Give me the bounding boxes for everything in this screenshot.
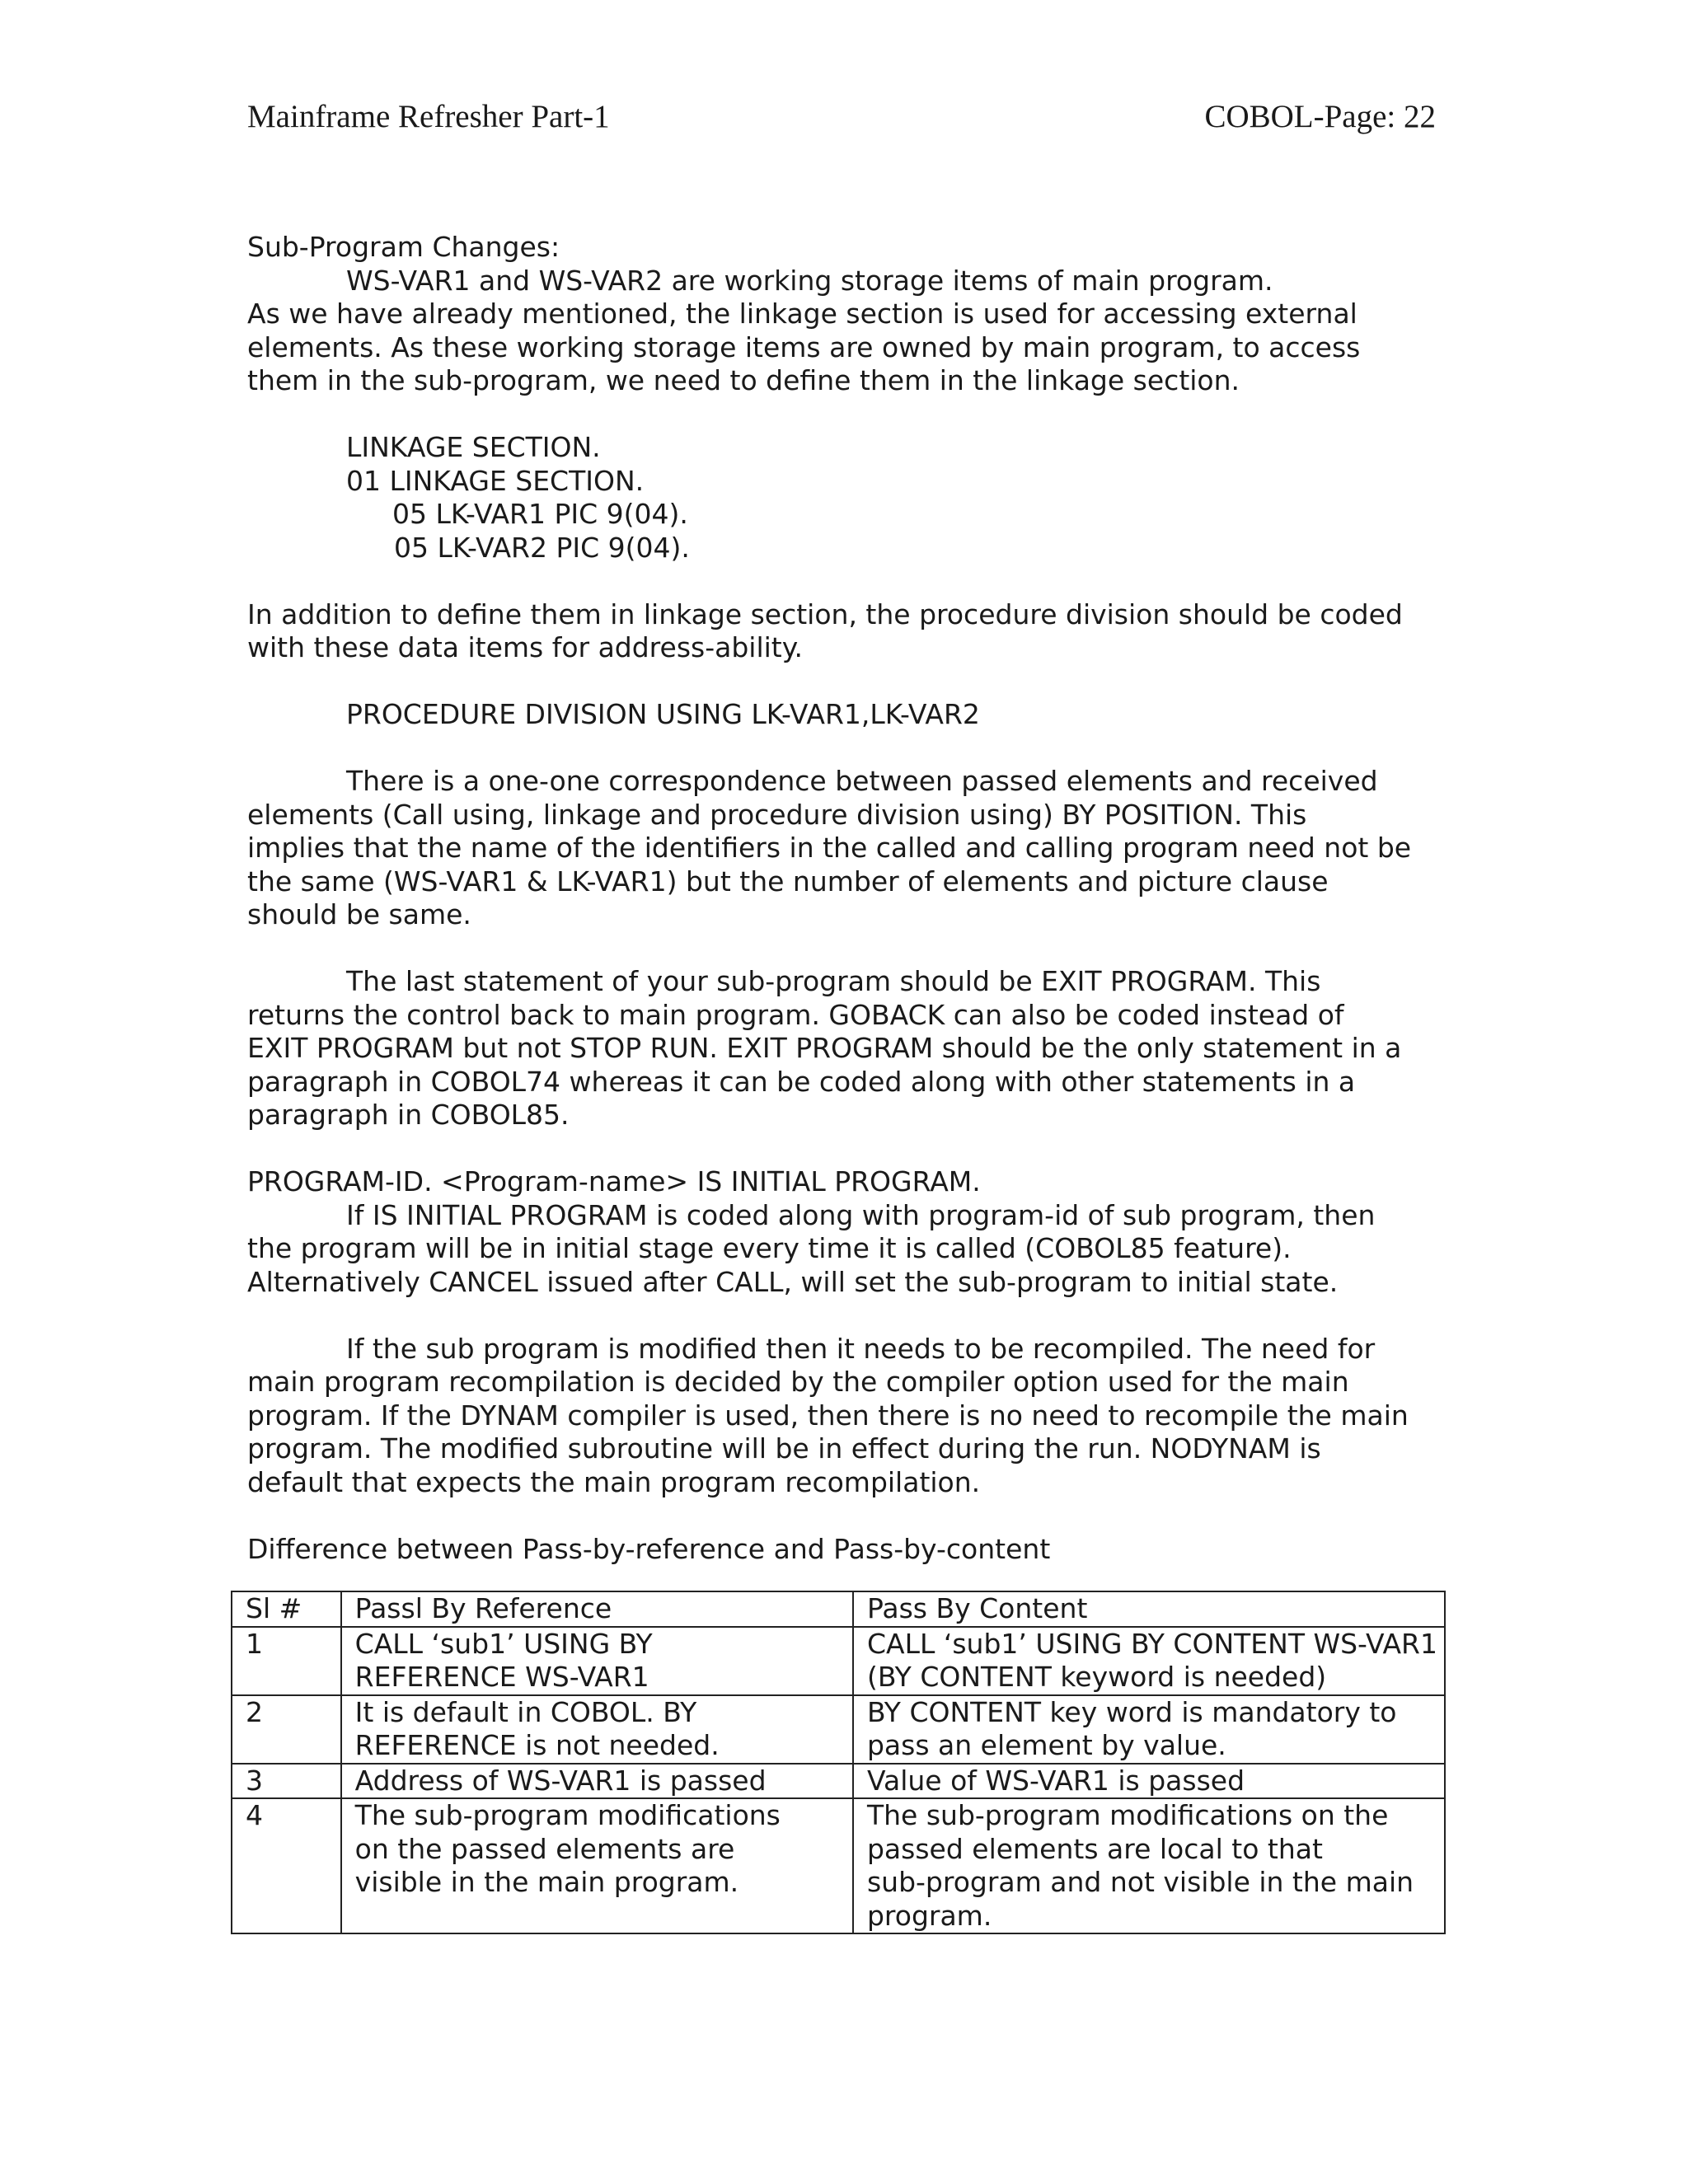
comparison-table [231, 1591, 1446, 1934]
paragraph-line: elements. As these working storage items are owned by main program, to access [247, 330, 1361, 363]
paragraph-line: returns the control back to main program. GOBACK can also be coded instead of [247, 998, 1344, 1031]
cell-line: CALL ‘sub1’ USING BY [354, 1627, 653, 1660]
paragraph-line: with these data items for address-ability. [247, 631, 804, 663]
reference-cell [341, 1627, 853, 1695]
code-line: LINKAGE SECTION. [346, 431, 601, 463]
cell-line: It is default in COBOL. BY [354, 1695, 697, 1728]
cell-line: Value of WS-VAR1 is passed [866, 1764, 1245, 1797]
document-body [247, 231, 1459, 1566]
cell-line: BY CONTENT key word is mandatory to [866, 1695, 1397, 1728]
table-row [232, 1798, 1445, 1933]
cell-line: The sub-program modifications on the [866, 1799, 1389, 1831]
cell-line: REFERENCE is not needed. [354, 1729, 720, 1761]
paragraph-line: default that expects the main program recompilation. [247, 1465, 981, 1498]
code-line: 05 LK-VAR2 PIC 9(04). [394, 531, 690, 564]
paragraph-line: should be same. [247, 898, 471, 930]
running-header-title: Mainframe Refresher Part-1 [247, 99, 610, 134]
paragraph-line: In addition to define them in linkage section, the procedure division should be coded [247, 598, 1403, 630]
content-cell [853, 1627, 1445, 1695]
table-title: Difference between Pass-by-reference and Pass-by-content [247, 1532, 1051, 1565]
paragraph-line: paragraph in COBOL85. [247, 1099, 570, 1131]
table-row [232, 1695, 1445, 1764]
section-heading: Sub-Program Changes: [247, 231, 560, 263]
paragraph-line: program. If the DYNAM compiler is used, then there is no need to recompile the main [247, 1399, 1409, 1432]
row-number-cell: 4 [232, 1798, 341, 1933]
paragraph-line: If the sub program is modified then it needs to be recompiled. The need for [346, 1332, 1376, 1365]
cell-line: on the passed elements are [354, 1832, 735, 1865]
paragraph-line: If IS INITIAL PROGRAM is coded along with program-id of sub program, then [346, 1198, 1376, 1231]
cell-line: passed elements are local to that [866, 1832, 1323, 1865]
paragraph-line: implies that the name of the identifiers in the called and calling program need not be [247, 832, 1412, 864]
running-header-page: COBOL-Page: 22 [1204, 99, 1436, 134]
table-row [232, 1627, 1445, 1695]
table-header-row [232, 1591, 1445, 1627]
row-number-cell: 3 [232, 1764, 341, 1799]
paragraph-line: paragraph in COBOL74 whereas it can be coded along with other statements in a [247, 1065, 1356, 1098]
paragraph-line: There is a one-one correspondence between passed elements and received [346, 765, 1378, 797]
cell-line: REFERENCE WS-VAR1 [354, 1661, 649, 1693]
reference-cell [341, 1695, 853, 1764]
reference-cell [341, 1764, 853, 1799]
cell-line: sub-program and not visible in the main [866, 1866, 1414, 1898]
paragraph-line: EXIT PROGRAM but not STOP RUN. EXIT PROGRAM should be the only statement in a [247, 1032, 1402, 1064]
reference-cell [341, 1798, 853, 1933]
cell-line: Address of WS-VAR1 is passed [354, 1764, 767, 1797]
row-number-cell: 1 [232, 1627, 341, 1695]
paragraph-line: the program will be in initial stage every time it is called (COBOL85 feature). [247, 1232, 1292, 1264]
paragraph-line: Alternatively CANCEL issued after CALL, will set the sub-program to initial state. [247, 1265, 1339, 1298]
cell-line: pass an element by value. [866, 1729, 1226, 1761]
content-cell [853, 1798, 1445, 1933]
cell-line: CALL ‘sub1’ USING BY CONTENT WS-VAR1 [866, 1627, 1437, 1660]
header-cell-reference: Passl By Reference [341, 1591, 853, 1627]
paragraph-line: elements (Call using, linkage and procedure division using) BY POSITION. This [247, 798, 1307, 831]
cell-line: The sub-program modifications [354, 1799, 781, 1831]
paragraph-line: As we have already mentioned, the linkage section is used for accessing external [247, 298, 1357, 330]
paragraph-line: main program recompilation is decided by the compiler option used for the main [247, 1366, 1349, 1398]
paragraph-line: The last statement of your sub-program should be EXIT PROGRAM. This [346, 965, 1321, 997]
row-number-cell: 2 [232, 1695, 341, 1764]
cell-line: (BY CONTENT keyword is needed) [866, 1661, 1327, 1693]
paragraph-line: them in the sub-program, we need to define them in the linkage section. [247, 364, 1240, 396]
paragraph-line: the same (WS-VAR1 & LK-VAR1) but the number of elements and picture clause [247, 865, 1329, 898]
header-cell-content: Pass By Content [853, 1591, 1445, 1627]
content-cell [853, 1695, 1445, 1764]
code-line: PROCEDURE DIVISION USING LK-VAR1,LK-VAR2 [346, 698, 980, 730]
header-cell-sl: Sl # [232, 1591, 341, 1627]
code-line: 05 LK-VAR1 PIC 9(04). [392, 498, 688, 530]
code-line: PROGRAM-ID. <Program-name> IS INITIAL PROGRAM. [247, 1165, 981, 1197]
cell-line: visible in the main program. [354, 1866, 739, 1898]
table-row [232, 1764, 1445, 1799]
content-cell [853, 1764, 1445, 1799]
code-line: 01 LINKAGE SECTION. [346, 464, 645, 497]
cell-line: program. [866, 1899, 992, 1932]
paragraph-line: program. The modified subroutine will be in effect during the run. NODYNAM is [247, 1432, 1321, 1465]
paragraph-line: WS-VAR1 and WS-VAR2 are working storage items of main program. [346, 264, 1273, 297]
